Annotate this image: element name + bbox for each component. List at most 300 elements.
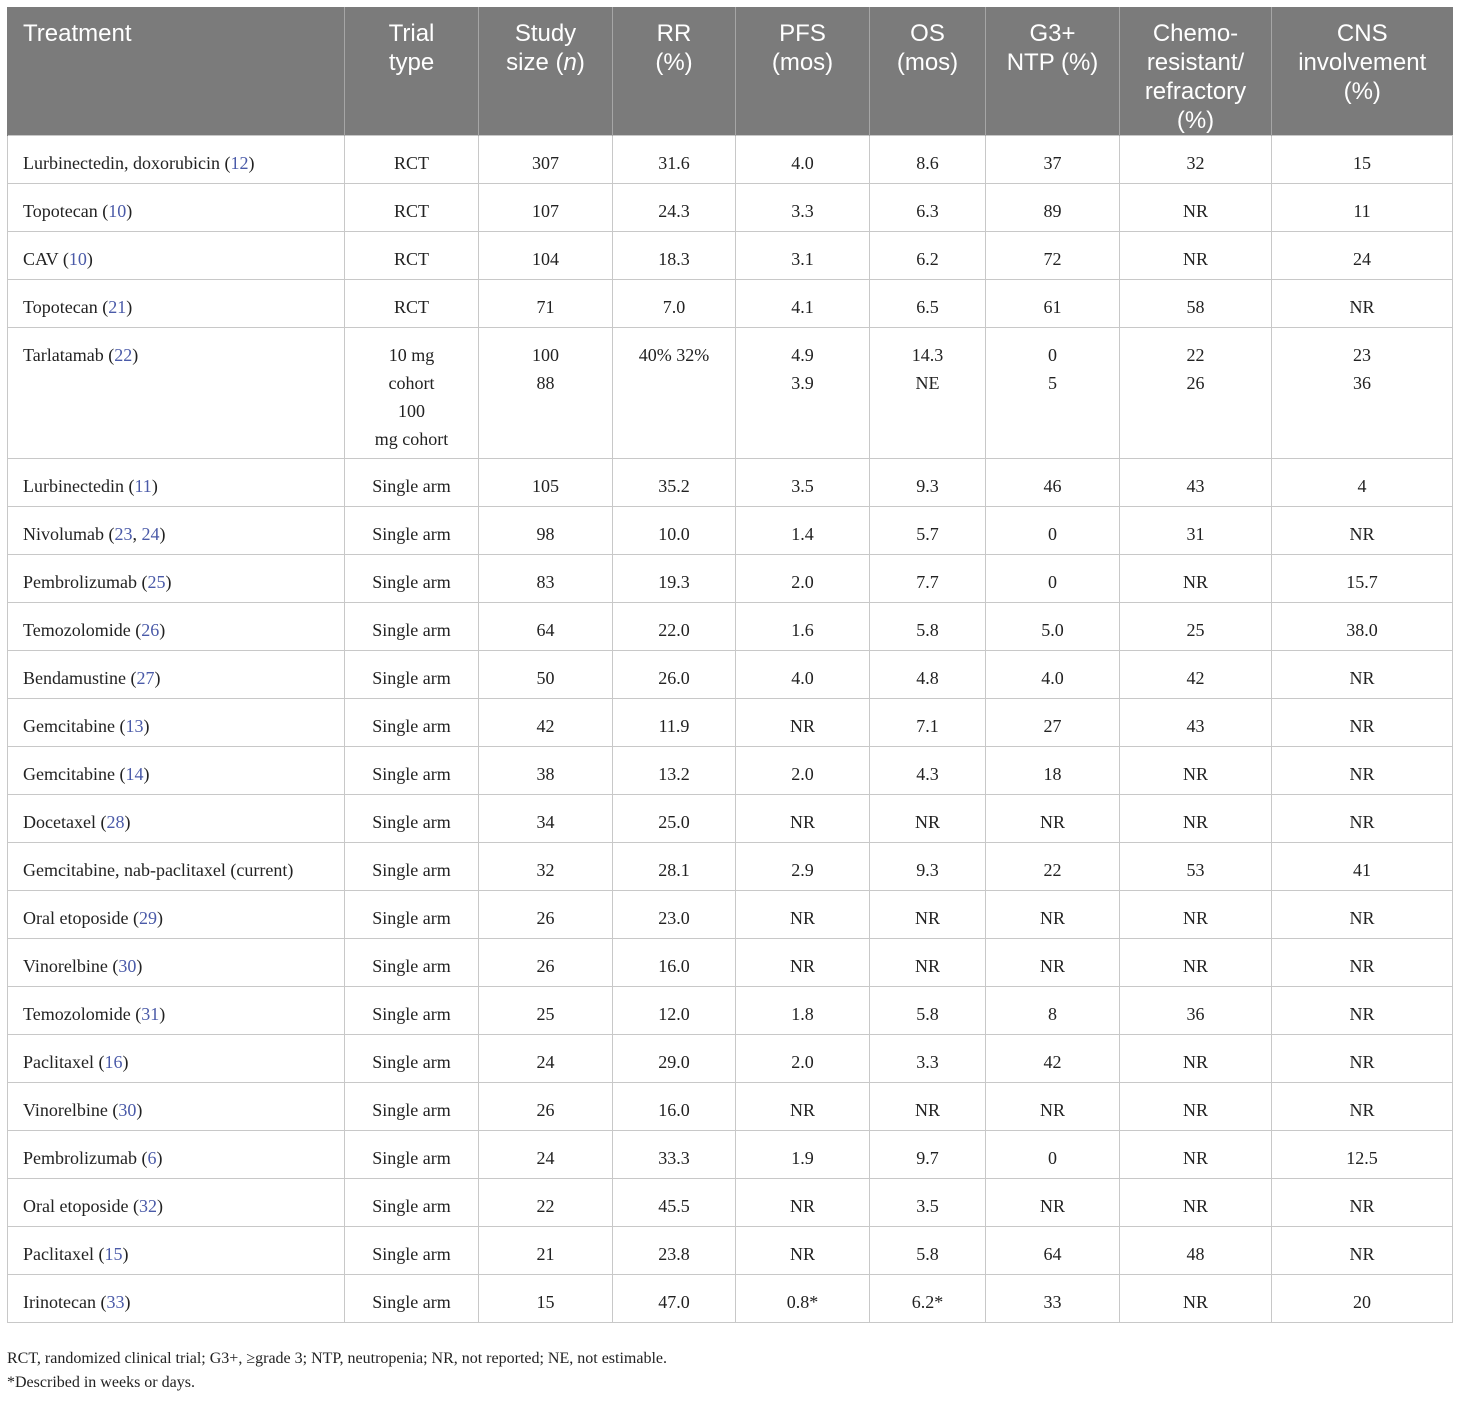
- cell-pfs: [736, 699, 870, 747]
- cell-value: RCT: [393, 297, 429, 317]
- cell-cns: [1272, 1083, 1453, 1131]
- cell-value: 5.8: [916, 620, 939, 640]
- cell-rr: [613, 1275, 736, 1323]
- cell-os: [870, 603, 986, 651]
- cell-value: NR: [1182, 1100, 1208, 1120]
- cell-g3: [986, 795, 1120, 843]
- table-row: [8, 699, 1453, 747]
- cell-value: Single arm: [372, 908, 451, 928]
- cell-type: [345, 1179, 479, 1227]
- cell-value: 13.2: [658, 764, 690, 784]
- cell-value: 28.1: [658, 860, 690, 880]
- cell-os: [870, 987, 986, 1035]
- cell-value: NR: [1349, 1100, 1375, 1120]
- cell-value: 26.0: [658, 668, 690, 688]
- reference-link[interactable]: 26: [141, 620, 160, 640]
- cell-value: 18.3: [658, 249, 690, 269]
- cell-cns: [1272, 1035, 1453, 1083]
- cell-value: 32: [536, 860, 555, 880]
- cell-pfs: [736, 939, 870, 987]
- cell-value: 19.3: [658, 572, 690, 592]
- cell-type: [345, 507, 479, 555]
- cell-value: 31.6: [658, 153, 690, 173]
- cell-value: NR: [1349, 716, 1375, 736]
- cell-type: [345, 280, 479, 328]
- reference-link[interactable]: 27: [136, 668, 155, 688]
- reference-link[interactable]: 13: [125, 716, 144, 736]
- cell-value: 1.8: [791, 1004, 814, 1024]
- cell-cns: [1272, 939, 1453, 987]
- cell-value: 24: [536, 1052, 555, 1072]
- cell-cns: [1272, 459, 1453, 507]
- cell-cns: [1272, 843, 1453, 891]
- cell-pfs: [736, 891, 870, 939]
- footnote-asterisk: *Described in weeks or days.: [7, 1374, 195, 1391]
- cell-cns: [1272, 555, 1453, 603]
- cell-value: NR: [914, 1100, 940, 1120]
- cell-value: 6.2*: [911, 1292, 944, 1312]
- cell-os: [870, 1131, 986, 1179]
- cell-value: 12.0: [658, 1004, 690, 1024]
- reference-link[interactable]: 28: [106, 812, 125, 832]
- reference-link[interactable]: 32: [138, 1196, 157, 1216]
- table-row: [8, 280, 1453, 328]
- cell-value: Single arm: [372, 572, 451, 592]
- cell-g3: [986, 1131, 1120, 1179]
- cell-os: [870, 1227, 986, 1275]
- cell-type: [345, 651, 479, 699]
- cell-pfs: [736, 328, 870, 459]
- cell-value: 1.4: [791, 524, 814, 544]
- cell-value: 58: [1186, 297, 1205, 317]
- reference-link[interactable]: 14: [125, 764, 144, 784]
- cell-chemo: [1120, 891, 1272, 939]
- drug-name: Topotecan: [23, 297, 98, 317]
- header-text: involvement: [1298, 49, 1427, 76]
- cell-line: 26: [1186, 373, 1205, 393]
- cell-value: 20: [1353, 1292, 1371, 1312]
- cell-os: [870, 507, 986, 555]
- table-row: [8, 747, 1453, 795]
- cell-value: 45.5: [658, 1196, 690, 1216]
- table-row: [8, 555, 1453, 603]
- cell-os: [870, 136, 986, 184]
- cell-treatment: Oral etoposide (32): [8, 1179, 345, 1227]
- drug-name: Oral etoposide: [23, 908, 129, 928]
- cell-cns: [1272, 1131, 1453, 1179]
- cell-rr: [613, 939, 736, 987]
- header-study-size: [479, 7, 613, 136]
- cell-value: Single arm: [372, 1052, 451, 1072]
- reference-link[interactable]: 31: [141, 1004, 160, 1024]
- drug-name: Lurbinectedin, doxorubicin: [23, 153, 220, 173]
- cell-value: Single arm: [372, 1148, 451, 1168]
- cell-value: Single arm: [372, 1292, 451, 1312]
- cell-n: [479, 232, 613, 280]
- cell-chemo: [1120, 987, 1272, 1035]
- table-row: [8, 795, 1453, 843]
- reference-link[interactable]: 23: [114, 524, 133, 544]
- reference-link[interactable]: 21: [108, 297, 127, 317]
- cell-chemo: [1120, 459, 1272, 507]
- cell-value: 0.8*: [786, 1292, 819, 1312]
- cell-value: 22: [536, 1196, 555, 1216]
- cell-value: NR: [1349, 1004, 1375, 1024]
- drug-name: Bendamustine: [23, 668, 126, 688]
- cell-cns: [1272, 232, 1453, 280]
- cell-value: RCT: [393, 201, 429, 221]
- cell-cns: [1272, 795, 1453, 843]
- cell-type: [345, 555, 479, 603]
- cell-n: [479, 1227, 613, 1275]
- cell-value: NR: [1349, 812, 1375, 832]
- cell-value: 307: [532, 153, 559, 173]
- cell-n: [479, 891, 613, 939]
- cell-value: 105: [532, 476, 559, 496]
- cell-type: [345, 136, 479, 184]
- cell-pfs: [736, 1083, 870, 1131]
- cell-chemo: [1120, 603, 1272, 651]
- cell-os: [870, 1083, 986, 1131]
- cell-type: [345, 1131, 479, 1179]
- cell-n: [479, 747, 613, 795]
- cell-value: 18: [1043, 764, 1062, 784]
- table-row: [8, 184, 1453, 232]
- cell-cns: [1272, 136, 1453, 184]
- drug-name: Gemcitabine, nab-paclitaxel (current): [23, 860, 294, 880]
- cell-cns: [1272, 184, 1453, 232]
- cell-g3: [986, 328, 1120, 459]
- reference-link[interactable]: 33: [106, 1292, 125, 1312]
- cell-rr: [613, 987, 736, 1035]
- cell-g3: [986, 1083, 1120, 1131]
- cell-value: 5.8: [916, 1244, 939, 1264]
- table-row: [8, 987, 1453, 1035]
- cell-pfs: [736, 747, 870, 795]
- cell-value: 26: [536, 1100, 555, 1120]
- cell-os: [870, 184, 986, 232]
- cell-value: NR: [789, 1100, 815, 1120]
- cell-value: 5.8: [916, 1004, 939, 1024]
- cell-os: [870, 747, 986, 795]
- cell-value: RCT: [393, 249, 429, 269]
- cell-rr: [613, 1131, 736, 1179]
- cell-value: Single arm: [372, 668, 451, 688]
- cell-value: 4.0: [791, 668, 814, 688]
- cell-treatment: CAV (10): [8, 232, 345, 280]
- cell-value: 72: [1043, 249, 1062, 269]
- header-text: resistant/: [1146, 49, 1245, 76]
- cell-pfs: [736, 555, 870, 603]
- cell-os: [870, 651, 986, 699]
- cell-value: 6.5: [916, 297, 939, 317]
- cell-value: 16.0: [658, 1100, 690, 1120]
- cell-treatment: Temozolomide (31): [8, 987, 345, 1035]
- cell-value: NR: [1349, 764, 1375, 784]
- cell-value: Single arm: [372, 812, 451, 832]
- cell-treatment: Bendamustine (27): [8, 651, 345, 699]
- drug-name: Temozolomide: [23, 620, 131, 640]
- cell-rr: [613, 555, 736, 603]
- cell-value: NR: [1182, 956, 1208, 976]
- cell-value: 41: [1353, 860, 1371, 880]
- header-text: ): [576, 49, 585, 76]
- cell-value: 42: [536, 716, 555, 736]
- cell-type: [345, 1083, 479, 1131]
- cell-treatment: Lurbinectedin, doxorubicin (12): [8, 136, 345, 184]
- cell-n: [479, 651, 613, 699]
- table-row: [8, 891, 1453, 939]
- cell-g3: [986, 891, 1120, 939]
- cell-rr: [613, 747, 736, 795]
- cell-pfs: [736, 280, 870, 328]
- cell-line: 3.9: [791, 373, 814, 393]
- header-pfs: [736, 7, 870, 136]
- reference-link[interactable]: 16: [104, 1052, 123, 1072]
- cell-treatment: Docetaxel (28): [8, 795, 345, 843]
- cell-value: NR: [1349, 668, 1375, 688]
- cell-value: 64: [536, 620, 555, 640]
- cell-value: 7.0: [662, 297, 686, 317]
- reference-link[interactable]: 11: [134, 476, 152, 496]
- cell-line: NE: [915, 373, 940, 393]
- cell-value: 2.0: [791, 1052, 814, 1072]
- cell-type: [345, 328, 479, 459]
- cell-cns: [1272, 1227, 1453, 1275]
- cell-value: 15.7: [1346, 572, 1378, 592]
- cell-n: [479, 1275, 613, 1323]
- cell-chemo: [1120, 1179, 1272, 1227]
- cell-value: 15: [536, 1292, 555, 1312]
- cell-value: 9.3: [916, 476, 939, 496]
- cell-value: NR: [1182, 1148, 1208, 1168]
- header-text: RR: [656, 20, 692, 47]
- cell-pfs: [736, 987, 870, 1035]
- cell-value: 3.5: [916, 1196, 939, 1216]
- cell-value: 38.0: [1346, 620, 1378, 640]
- cell-cns: [1272, 1179, 1453, 1227]
- cell-value: 24: [536, 1148, 555, 1168]
- cell-n: [479, 1179, 613, 1227]
- reference-link[interactable]: 30: [118, 956, 137, 976]
- cell-value: NR: [1349, 908, 1375, 928]
- cell-pfs: [736, 184, 870, 232]
- cell-chemo: [1120, 1227, 1272, 1275]
- cell-line: 100: [398, 401, 425, 421]
- cell-type: [345, 891, 479, 939]
- footnote-abbreviations: RCT, randomized clinical trial; G3+, ≥grade 3; NTP, neutropenia; NR, not reported; NE, not estimable.: [7, 1350, 668, 1367]
- cell-value: 1.9: [791, 1148, 814, 1168]
- trials-table: [7, 7, 1453, 1323]
- table-row: [8, 1275, 1453, 1323]
- table-row: [8, 939, 1453, 987]
- cell-treatment: Irinotecan (33): [8, 1275, 345, 1323]
- cell-value: 3.3: [791, 201, 814, 221]
- cell-os: [870, 1035, 986, 1083]
- header-text: (%): [1343, 78, 1381, 105]
- header-text: PFS: [779, 20, 826, 47]
- cell-g3: [986, 1275, 1120, 1323]
- cell-pfs: [736, 507, 870, 555]
- cell-pfs: [736, 651, 870, 699]
- cell-value: 34: [536, 812, 555, 832]
- cell-value: 43: [1186, 716, 1205, 736]
- cell-treatment: Lurbinectedin (11): [8, 459, 345, 507]
- cell-value: NR: [1039, 1100, 1065, 1120]
- cell-pfs: [736, 1179, 870, 1227]
- header-text: type: [388, 49, 435, 76]
- reference-link[interactable]: 10: [68, 249, 87, 269]
- cell-value: 47.0: [658, 1292, 690, 1312]
- reference-link[interactable]: 25: [147, 572, 166, 592]
- drug-name: Pembrolizumab: [23, 572, 137, 592]
- table-row: [8, 651, 1453, 699]
- cell-chemo: [1120, 699, 1272, 747]
- cell-value: 32: [1186, 153, 1205, 173]
- cell-value: 6.3: [916, 201, 939, 221]
- cell-g3: [986, 280, 1120, 328]
- reference-link[interactable]: 12: [230, 153, 249, 173]
- cell-cns: [1272, 699, 1453, 747]
- cell-value: 3.3: [916, 1052, 939, 1072]
- table-row: [8, 1035, 1453, 1083]
- reference-link[interactable]: 30: [118, 1100, 137, 1120]
- cell-value: RCT: [393, 153, 429, 173]
- reference-link[interactable]: 6: [147, 1148, 157, 1168]
- reference-link[interactable]: 15: [104, 1244, 123, 1264]
- cell-chemo: [1120, 843, 1272, 891]
- cell-value: 4: [1357, 476, 1367, 496]
- reference-link[interactable]: 24: [141, 524, 160, 544]
- header-chemo-resistant: [1120, 7, 1272, 136]
- cell-chemo: [1120, 507, 1272, 555]
- reference-link[interactable]: 10: [108, 201, 127, 221]
- drug-name: Irinotecan: [23, 1292, 96, 1312]
- cell-cns: [1272, 891, 1453, 939]
- cell-value: 22.0: [658, 620, 690, 640]
- drug-name: Paclitaxel: [23, 1244, 94, 1264]
- cell-value: NR: [914, 956, 940, 976]
- cell-value: 27: [1043, 716, 1062, 736]
- cell-rr: [613, 1083, 736, 1131]
- cell-cns: [1272, 987, 1453, 1035]
- cell-value: 3.5: [791, 476, 814, 496]
- cell-g3: [986, 843, 1120, 891]
- cell-value: 46: [1043, 476, 1062, 496]
- cell-chemo: [1120, 939, 1272, 987]
- cell-n: [479, 136, 613, 184]
- cell-n: [479, 184, 613, 232]
- cell-value: NR: [1182, 764, 1208, 784]
- cell-rr: [613, 280, 736, 328]
- drug-name: Pembrolizumab: [23, 1148, 137, 1168]
- cell-g3: [986, 136, 1120, 184]
- cell-value: 7.1: [916, 716, 939, 736]
- cell-value: Single arm: [372, 716, 451, 736]
- drug-name: Temozolomide: [23, 1004, 131, 1024]
- cell-value: NR: [1182, 1292, 1208, 1312]
- cell-os: [870, 328, 986, 459]
- cell-g3: [986, 987, 1120, 1035]
- cell-value: 42: [1186, 668, 1205, 688]
- reference-link[interactable]: 29: [138, 908, 157, 928]
- cell-cns: [1272, 507, 1453, 555]
- header-text: NTP (%): [1006, 49, 1099, 76]
- cell-g3: [986, 232, 1120, 280]
- drug-name: CAV: [23, 249, 59, 269]
- reference-link[interactable]: 22: [114, 345, 133, 365]
- cell-treatment: Gemcitabine (14): [8, 747, 345, 795]
- header-text: n: [563, 49, 577, 76]
- cell-type: [345, 747, 479, 795]
- cell-value: 23.8: [658, 1244, 690, 1264]
- cell-value: 9.7: [916, 1148, 939, 1168]
- cell-rr: [613, 507, 736, 555]
- header-text: (%): [655, 49, 693, 76]
- cell-cns: [1272, 1275, 1453, 1323]
- cell-os: [870, 1275, 986, 1323]
- cell-treatment: Vinorelbine (30): [8, 1083, 345, 1131]
- cell-value: 40% 32%: [638, 345, 710, 365]
- cell-value: 26: [536, 908, 555, 928]
- cell-line: 5: [1048, 373, 1057, 393]
- cell-value: 15: [1353, 153, 1371, 173]
- cell-pfs: [736, 1035, 870, 1083]
- drug-name: Vinorelbine: [23, 1100, 108, 1120]
- cell-value: 71: [536, 297, 555, 317]
- table-row: [8, 459, 1453, 507]
- header-text: G3+: [1029, 20, 1076, 47]
- cell-g3: [986, 1035, 1120, 1083]
- cell-n: [479, 507, 613, 555]
- cell-os: [870, 232, 986, 280]
- cell-value: 4.1: [791, 297, 814, 317]
- cell-value: NR: [1349, 524, 1375, 544]
- drug-name: Nivolumab: [23, 524, 104, 544]
- cell-value: 29.0: [658, 1052, 690, 1072]
- header-text: CNS: [1336, 20, 1388, 47]
- header-text: (%): [1176, 107, 1215, 134]
- cell-value: Single arm: [372, 956, 451, 976]
- cell-value: 12.5: [1346, 1148, 1378, 1168]
- cell-n: [479, 459, 613, 507]
- cell-value: NR: [789, 1244, 815, 1264]
- cell-value: 107: [532, 201, 559, 221]
- cell-chemo: [1120, 136, 1272, 184]
- cell-type: [345, 795, 479, 843]
- table-row: [8, 1179, 1453, 1227]
- cell-n: [479, 939, 613, 987]
- cell-rr: [613, 1035, 736, 1083]
- header-text: Treatment: [23, 20, 132, 47]
- cell-value: NR: [914, 812, 940, 832]
- drug-name: Gemcitabine: [23, 764, 115, 784]
- cell-treatment: Gemcitabine (13): [8, 699, 345, 747]
- header-text: Chemo-: [1152, 20, 1239, 47]
- cell-g3: [986, 747, 1120, 795]
- cell-rr: [613, 651, 736, 699]
- cell-treatment: Tarlatamab (22): [8, 328, 345, 459]
- cell-chemo: [1120, 1275, 1272, 1323]
- header-os: [870, 7, 986, 136]
- cell-chemo: [1120, 1131, 1272, 1179]
- cell-value: NR: [1349, 1196, 1375, 1216]
- cell-n: [479, 1131, 613, 1179]
- cell-value: 4.0: [1041, 668, 1064, 688]
- cell-value: 104: [532, 249, 559, 269]
- cell-treatment: Nivolumab (23, 24): [8, 507, 345, 555]
- cell-chemo: [1120, 795, 1272, 843]
